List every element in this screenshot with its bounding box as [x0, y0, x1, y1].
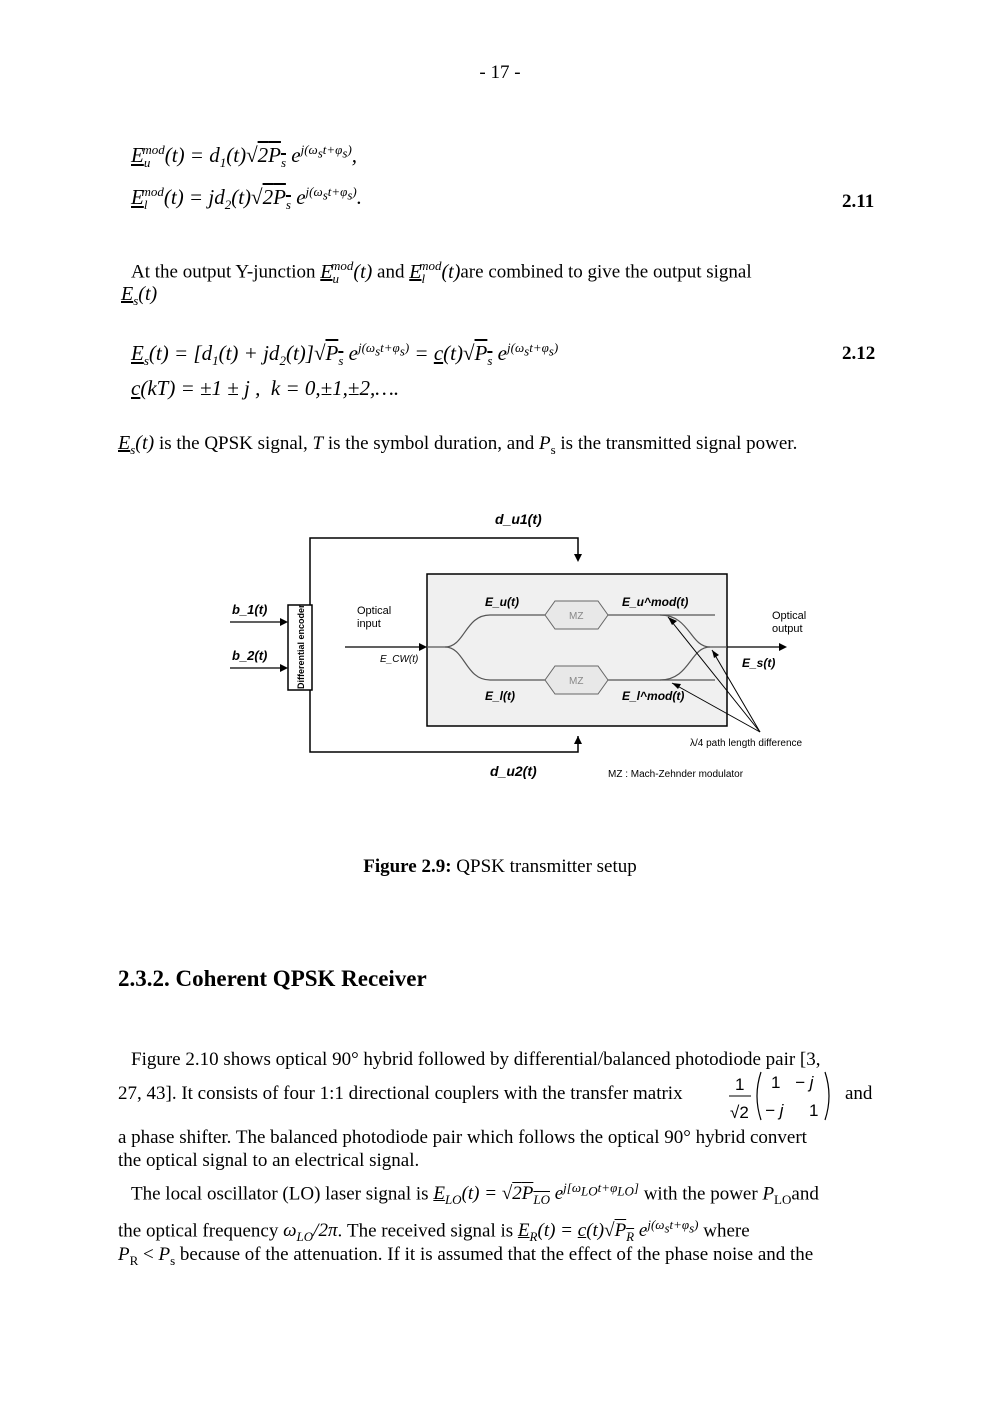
- para4-line1: The local oscillator (LO) laser signal is $E_{LO}(t) = √2P_{LO}$ $e^{j[\omega_{LO}t+\varphi_{LO}]}$ with the power $P_{LO}and$: [131, 1180, 819, 1208]
- equation-2-12-line1: $E_s(t) = [d_1(t) + jd_2(t)]√P_s$ $e^{j(\omega_st+\varphi_s)} = c(t)√P_s$ $e^{j(\omega_st+\varphi_s)}$: [131, 340, 559, 369]
- arrow-du2: [574, 736, 582, 744]
- para3-line4: the optical signal to an electrical signal.: [118, 1150, 420, 1171]
- para4-line2: the optical frequency $\omega_{LO}/2\pi$. The received signal is $E_R(t) = c(t)√P_R$ $e^{j(\omega_st+\varphi_s)}$ where: [118, 1217, 750, 1245]
- el-label: E_l(t): [485, 689, 515, 703]
- optical-input-label-2: input: [357, 618, 381, 630]
- arrow-du1: [574, 554, 582, 562]
- para4-line3: $P_R < P_s$ because of the attenuation. If it is assumed that the effect of the phase noise and the: [118, 1244, 814, 1268]
- eumod-label: E_u^mod(t): [622, 595, 689, 609]
- encoder-label: Differential encoder: [296, 604, 306, 689]
- para3-line2-and: and: [845, 1083, 873, 1104]
- mz-legend: MZ : Mach-Zehnder modulator: [608, 769, 744, 780]
- equation-2-11-line2: $E_l^{mod}(t) = jd_2(t)√2P_s$ $e^{j(\omega_st+\varphi_s)}$.: [131, 184, 362, 213]
- page-number: - 17 -: [479, 62, 521, 83]
- svg-text:− j: − j: [795, 1073, 814, 1092]
- output-signal-symbol: $E_s(t)$: [121, 283, 158, 308]
- figure-caption: Figure 2.9: QPSK transmitter setup: [363, 856, 637, 877]
- equation-number-2-12: 2.12: [842, 343, 876, 364]
- optical-output-label-1: Optical: [772, 610, 807, 622]
- paragraph-qpsk-signal: $E_s(t)$ is the QPSK signal, T is the symbol duration, and $P_s$ is the transmitted signal power.: [118, 432, 798, 457]
- eu-label: E_u(t): [485, 595, 519, 609]
- elmod-label: E_l^mod(t): [622, 689, 685, 703]
- paragraph-output-junction: At the output Y-junction $E_u^{mod}(t)$ and $E_l^{mod}(t)are$ combined to give the output signal: [131, 258, 752, 286]
- transfer-matrix: [727, 1066, 842, 1131]
- path-difference-label: λ/4 path length difference: [690, 738, 803, 749]
- optical-output-label-2: output: [772, 623, 803, 635]
- b1-label: b_1(t): [232, 602, 268, 617]
- equation-number-2-11: 2.11: [842, 191, 875, 212]
- du2-label: d_u2(t): [490, 763, 537, 779]
- svg-text:1: 1: [771, 1073, 781, 1092]
- svg-text:√2: √2: [730, 1103, 749, 1122]
- b2-label: b_2(t): [232, 648, 268, 663]
- equation-2-11-line1: $E_u^{mod}(t) = d_1(t)√2P_s$ $e^{j(\omega_st+\varphi_s)}$,: [131, 142, 358, 171]
- svg-text:1: 1: [735, 1075, 745, 1094]
- svg-text:− j: − j: [765, 1101, 784, 1120]
- optical-input-label-1: Optical: [357, 605, 392, 617]
- section-heading: 2.3.2. Coherent QPSK Receiver: [118, 966, 427, 991]
- ecw-label: E_CW(t): [380, 654, 419, 665]
- mz-upper-label: MZ: [569, 611, 584, 622]
- mz-lower-label: MZ: [569, 676, 584, 687]
- es-label: E_s(t): [742, 656, 776, 670]
- equation-2-12-line2: c(kT) = ±1 ± j , k = 0,±1,±2,….: [131, 376, 400, 400]
- para3-line3: a phase shifter. The balanced photodiode pair which follows the optical 90° hybrid convert: [118, 1127, 807, 1148]
- qpsk-transmitter-diagram: [220, 500, 840, 800]
- du1-label: d_u1(t): [495, 511, 542, 527]
- para3-line1: Figure 2.10 shows optical 90° hybrid followed by differential/balanced photodiode pair [3,: [131, 1049, 821, 1070]
- svg-text:1: 1: [809, 1101, 819, 1120]
- para3-line2: 27, 43]. It consists of four 1:1 directional couplers with the transfer matrix: [118, 1083, 683, 1104]
